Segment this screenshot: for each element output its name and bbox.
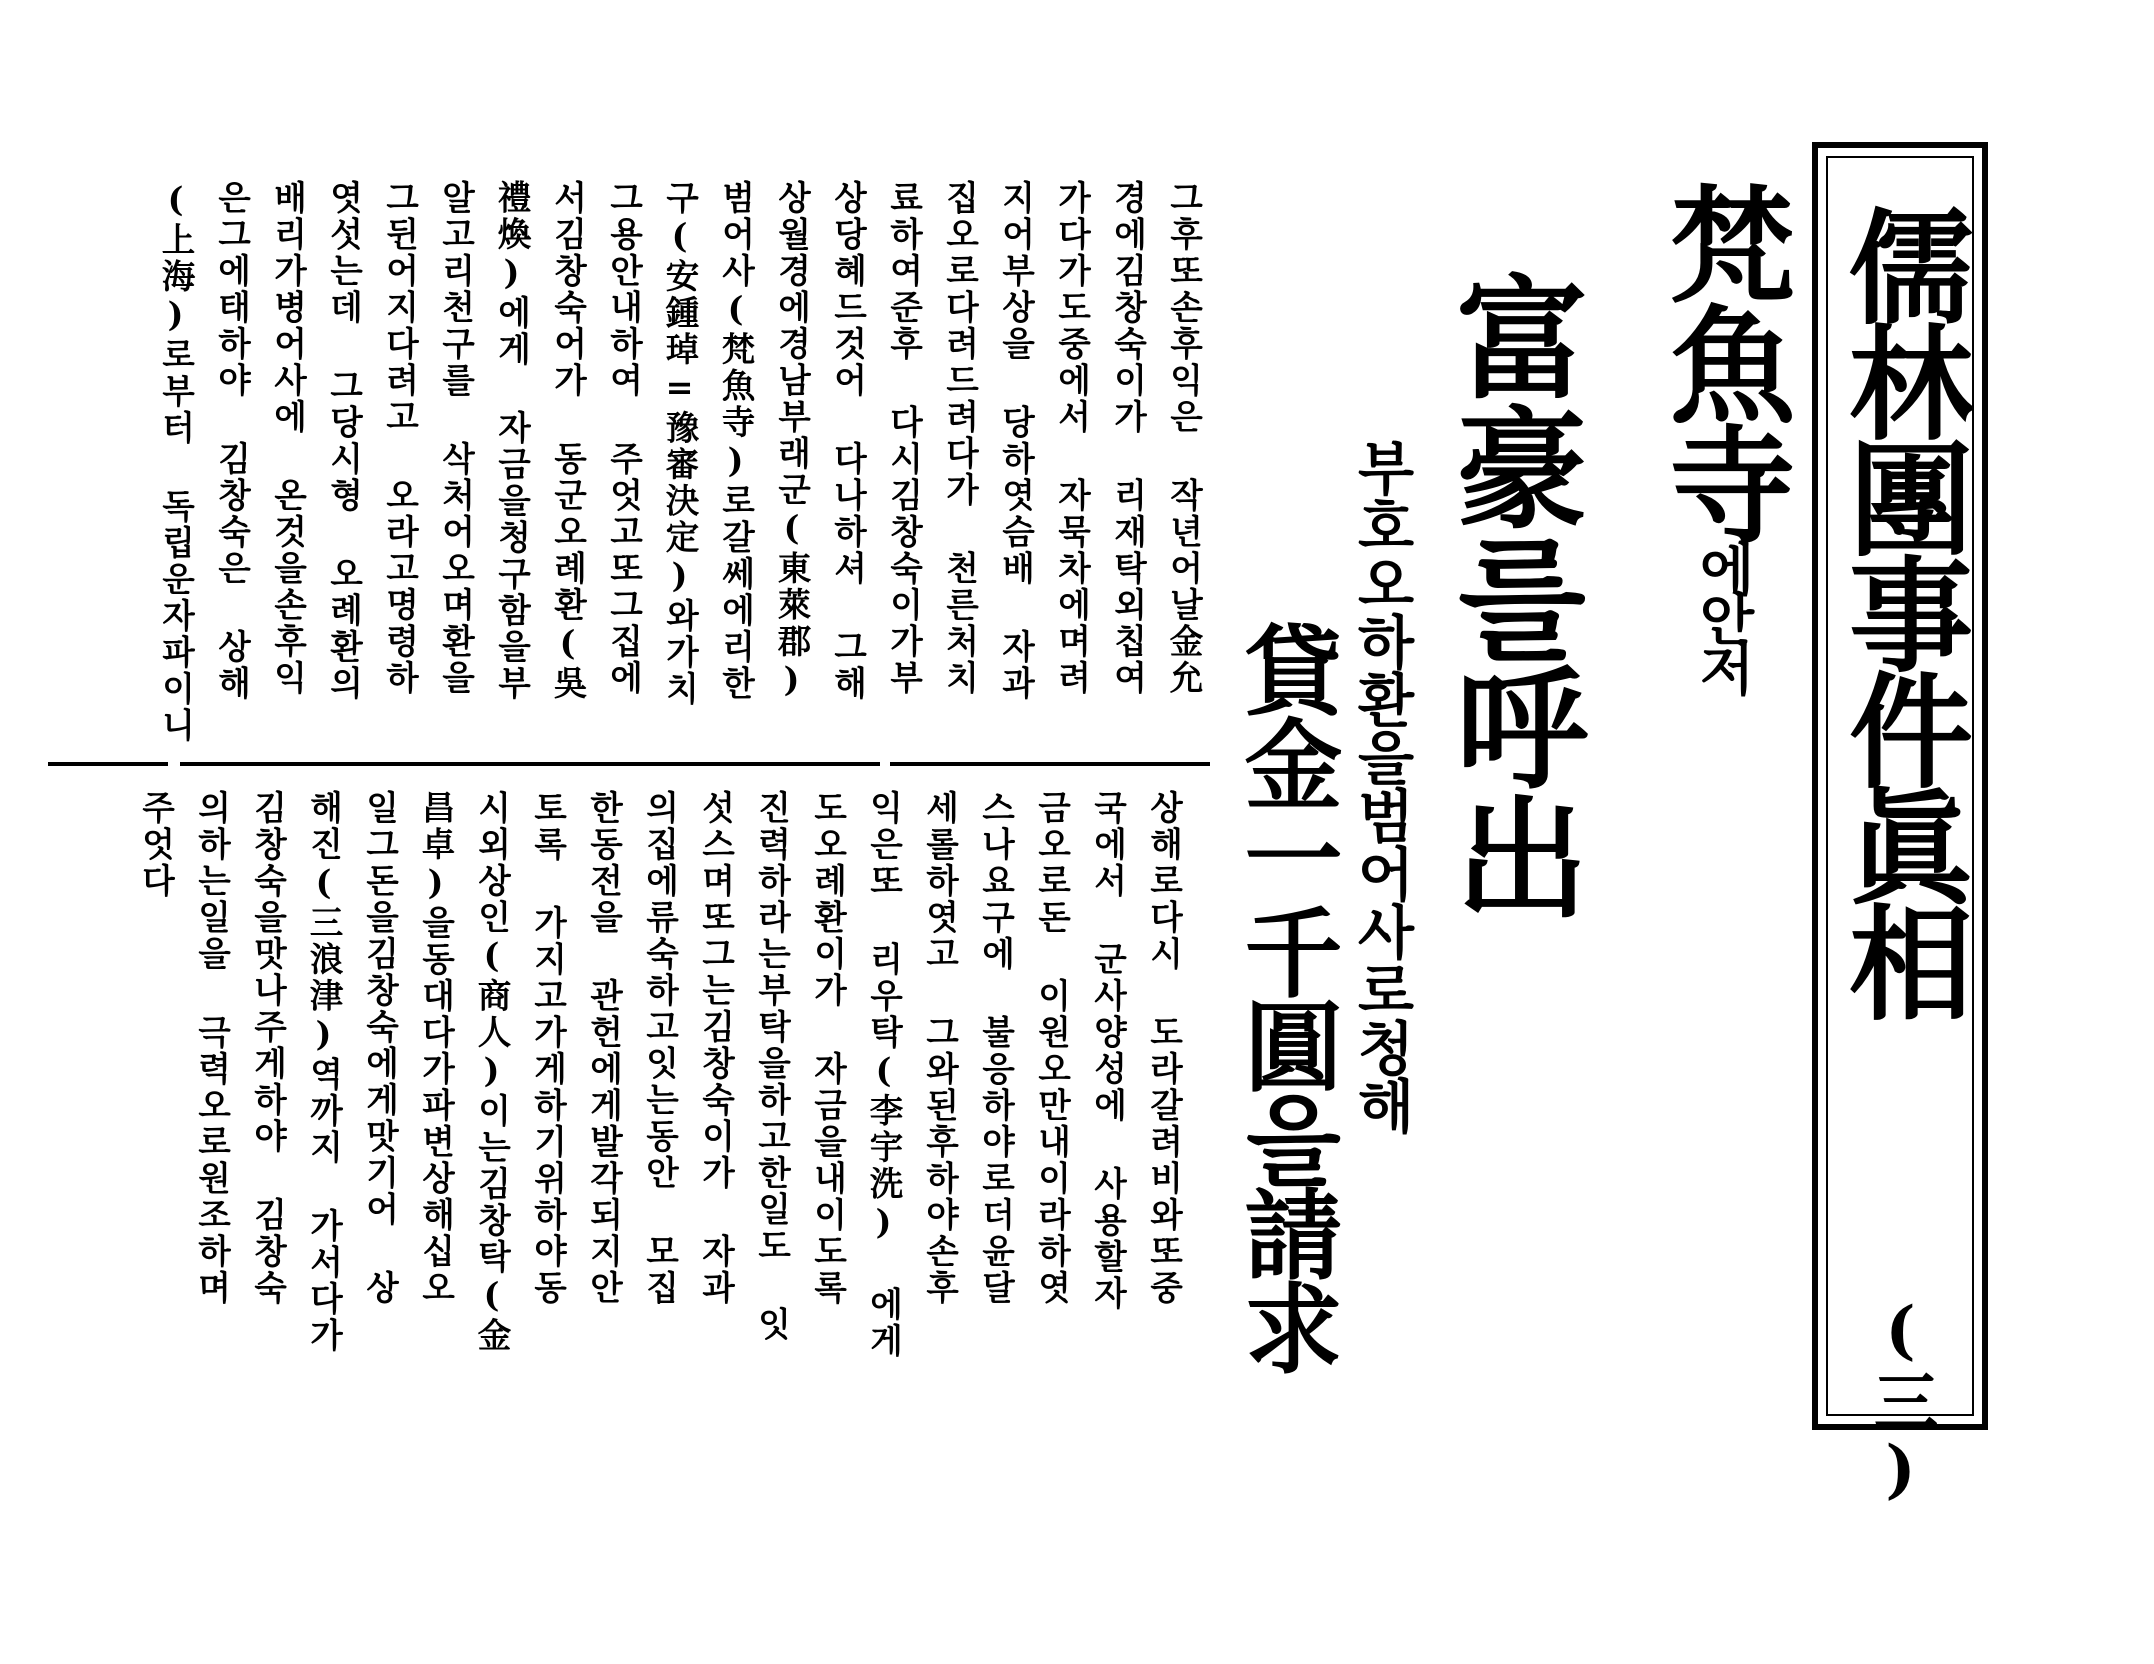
- headline-line-1: [1649, 180, 1797, 690]
- body-column: 세롤하엿고 그와된후하야손후: [920, 790, 959, 1307]
- body-column: 상당혜드것어 다나하셔 그해: [828, 180, 867, 702]
- body-column: 범어사(梵魚寺)로갈쎄에리한: [716, 180, 755, 702]
- article-body-top: [40, 180, 1210, 760]
- body-column: 시외상인(商人)이는김창탁(金: [472, 790, 511, 1354]
- column-divider-rule: [890, 762, 1210, 766]
- body-column: 주엇다: [136, 790, 175, 900]
- body-column: 은그에태하야 김창숙은 상해: [212, 180, 251, 702]
- body-column: 진력하라는부탁을하고한일도 잇: [752, 790, 791, 1343]
- body-column: 가다가도중에서 자묵차에며려: [1052, 180, 1091, 697]
- series-title: 儒林團事件眞相: [1828, 203, 1973, 1015]
- body-column: 알고리천구를 삭처어오며환을: [436, 180, 475, 697]
- column-divider-rule: [48, 762, 168, 766]
- body-column: 의집에류숙하고잇는동안 모집: [640, 790, 679, 1307]
- body-column: 한동전을 관헌에게발각되지안: [584, 790, 623, 1307]
- body-column: 김창숙을맛나주게하야 김창숙: [248, 790, 287, 1307]
- body-column: 섯스며또그는김창숙이가 자과: [696, 790, 735, 1307]
- body-column: 금오로돈 이원오만내이라하엿: [1032, 790, 1071, 1307]
- body-column: 禮煥)에게 자금을청구함을부: [492, 180, 531, 702]
- headline-subline: 부호오하환을범어사로청해: [1347, 438, 1415, 1134]
- body-column: 구(安鍾琸=豫審決定)와가치: [660, 180, 699, 708]
- body-column: 서김창숙어가 동군오례환(吳: [548, 180, 587, 702]
- body-column: 일그돈을김창숙에게맛기어 상: [360, 790, 399, 1307]
- body-column: 지어부상을 당하엿슴배 자과: [996, 180, 1035, 702]
- headline-line-1-suffix: 에안저: [1690, 540, 1756, 690]
- body-column: 그뒨어지다려고 오라고명령하: [380, 180, 419, 697]
- body-column: 그후또손후익은 작년어날金允: [1164, 180, 1203, 697]
- body-column: 배리가병어사에 온것을손후익: [268, 180, 307, 697]
- body-column: 료하여준후 다시김창숙이가부: [884, 180, 923, 697]
- series-title-box: [1812, 142, 1988, 1507]
- body-column: 상해로다시 도라갈려비와또중: [1144, 790, 1183, 1307]
- body-column: 엿섯는데 그당시형 오례환의: [324, 180, 363, 702]
- headline-line-4: 貸金一千圓을請求: [1228, 620, 1343, 1372]
- body-column: 경에김창숙이가 리재탁외칩여: [1108, 180, 1147, 697]
- body-column: 昌卓)을동대다가파변상해십오: [416, 790, 455, 1307]
- article-body-bottom: [60, 790, 1190, 1410]
- body-column: (上海)로부터 독립운자파이니: [156, 180, 195, 744]
- body-column: 그용안내하여 주엇고또그집에: [604, 180, 643, 697]
- body-column: 상월경에경남부래군(東萊郡): [772, 180, 811, 702]
- body-column: 해진(三浪津)역까지 가서다가: [304, 790, 343, 1354]
- body-column: 국에서 군사양성에 사용할자: [1088, 790, 1127, 1312]
- body-column: 익은또 리우탁(李宇洗) 에게: [864, 790, 903, 1360]
- body-column: 의하는일을 극력오로원조하며: [192, 790, 231, 1307]
- body-column: 도오례환이가 자금을내이도록: [808, 790, 847, 1307]
- headline-line-2: 富豪를呼出: [1433, 270, 1588, 920]
- body-column: 토록 가지고가게하기위하야동: [528, 790, 567, 1307]
- body-column: 스나요구에 불응하야로더윤달: [976, 790, 1015, 1307]
- headline-line-1-main: 梵魚寺: [1649, 180, 1797, 540]
- body-column: 집오로다려드려다가 천른처치: [940, 180, 979, 697]
- column-divider-rule: [180, 762, 880, 766]
- series-part-number: (三): [1863, 1293, 1938, 1507]
